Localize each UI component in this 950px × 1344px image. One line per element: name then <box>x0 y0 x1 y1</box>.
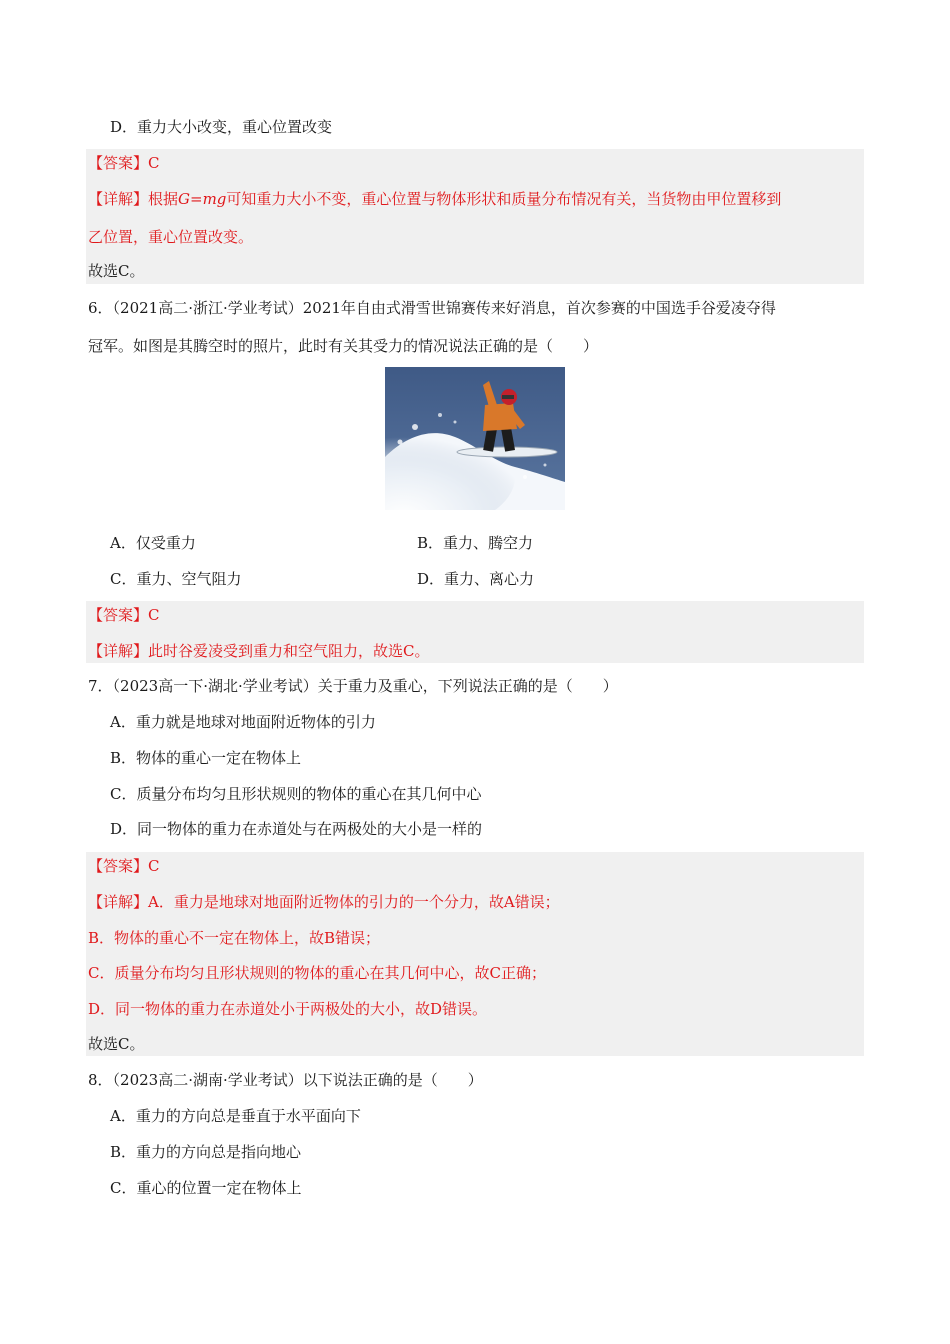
q8-option-a: A．重力的方向总是垂直于水平面向下 <box>110 1107 361 1125</box>
q7-stem: 7．（2023高一下·湖北·学业考试）关于重力及重心，下列说法正确的是（ ） <box>88 677 618 695</box>
q5-detail-pre: 根据 <box>148 190 179 208</box>
q7-option-a: A．重力就是地球对地面附近物体的引力 <box>110 713 376 731</box>
q5-detail-line2: 乙位置，重心位置改变。 <box>88 228 254 246</box>
q7-detail-line2: B．物体的重心不一定在物体上，故B错误； <box>88 929 381 947</box>
q6-answer-box <box>86 601 864 663</box>
q6-option-d: D．重力、离心力 <box>417 570 535 588</box>
q6-stem-line2: 冠军。如图是其腾空时的照片，此时有关其受力的情况说法正确的是（ ） <box>88 337 599 355</box>
q6-stem-line1: 6．（2021高二·浙江·学业考试）2021年自由式滑雪世锦赛传来好消息，首次参赛的中国选手谷爱凌夺得 <box>88 299 776 317</box>
q5-answer: 【答案】C <box>88 154 160 172</box>
snowboarder-photo <box>385 367 565 510</box>
q7-option-d: D．同一物体的重力在赤道处与在两极处的大小是一样的 <box>110 820 483 838</box>
q7-option-b: B．物体的重心一定在物体上 <box>110 749 302 767</box>
q5-detail-formula: G=mg <box>178 190 227 208</box>
q7-detail-line4: D．同一物体的重力在赤道处小于两极处的大小，故D错误。 <box>88 1000 488 1018</box>
q5-conclusion: 故选C。 <box>88 262 145 280</box>
q6-option-c: C．重力、空气阻力 <box>110 570 242 588</box>
q7-detail-line1: 【详解】A．重力是地球对地面附近物体的引力的一个分力，故A错误； <box>88 893 560 911</box>
q8-option-c: C．重心的位置一定在物体上 <box>110 1179 302 1197</box>
q5-detail-label: 【详解】 <box>88 190 149 208</box>
q8-stem: 8．（2023高二·湖南·学业考试）以下说法正确的是（ ） <box>88 1071 483 1089</box>
q7-detail-line3: C．质量分布均匀且形状规则的物体的重心在其几何中心，故C正确； <box>88 964 546 982</box>
q5-answer-box <box>86 149 864 284</box>
q6-option-a: A．仅受重力 <box>110 534 196 552</box>
q5-detail-post: 可知重力大小不变，重心位置与物体形状和质量分布情况有关，当货物由甲位置移到 <box>226 190 782 208</box>
q5-option-d: D．重力大小改变，重心位置改变 <box>110 118 333 136</box>
q5-detail-line1 <box>88 189 781 209</box>
q7-option-c: C．质量分布均匀且形状规则的物体的重心在其几何中心 <box>110 785 482 803</box>
q7-answer: 【答案】C <box>88 857 160 875</box>
q6-detail: 【详解】此时谷爱凌受到重力和空气阻力，故选C。 <box>88 642 430 660</box>
q7-answer-box <box>86 852 864 1056</box>
q6-option-b: B．重力、腾空力 <box>417 534 534 552</box>
q7-conclusion: 故选C。 <box>88 1035 145 1053</box>
q8-option-b: B．重力的方向总是指向地心 <box>110 1143 302 1161</box>
q6-answer: 【答案】C <box>88 606 160 624</box>
